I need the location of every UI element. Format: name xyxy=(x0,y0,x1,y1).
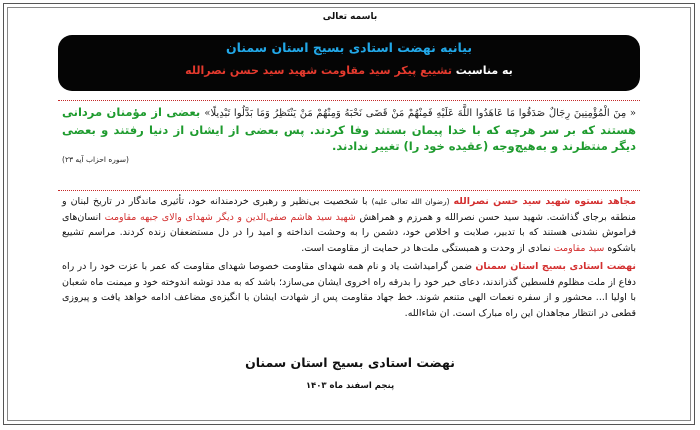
signature: نهضت استادی بسیج استان سمنان xyxy=(245,355,455,370)
title-banner xyxy=(58,35,640,91)
paragraph1-text-a: با شخصیت بی‌نظیر و رهبری خردمندانه خود، تأثیری ماندگار در تاریخ لبنان و منطقه برجای گذاشت. شهید سید حسن نصرالله و همرزم و همراهش xyxy=(62,196,636,223)
statement-title: بیانیه نهضت استادی بسیج استان سمنان xyxy=(225,40,473,55)
paragraph1-text-d: نمادی از وحدت و همبستگی ملت‌ها در حمایت از مقاومت است. xyxy=(301,242,551,254)
paragraph1-lead: مجاهد نستوه شهید سید حسن نصرالله xyxy=(453,196,636,207)
dotted-divider-middle xyxy=(58,190,640,191)
subtitle-occasion: به مناسبت xyxy=(455,64,513,77)
paragraph1-highlight-resistance: سید مقاومت xyxy=(553,242,605,254)
quran-verse-reference: (سوره احزاب آیه ۲۳) xyxy=(62,155,129,164)
paragraph2-lead: نهضت استادی بسیج استان سمنان xyxy=(475,261,636,272)
statement-date: پنجم اسفند ماه ۱۴۰۳ xyxy=(305,381,395,391)
paragraph1-honorific: (رضوان الله تعالی علیه) xyxy=(371,197,450,206)
quran-verse-arabic: « مِنَ الْمُؤْمِنِينَ رِجَالٌ صَدَقُوا مَا عَاهَدُوا اللَّهَ عَلَيْهِ فَمِنْهُمْ مَنْ قَضَى نَحْبَهُ وَمِنْهُمْ مَنْ يَنْتَظِرُ وَمَا بَدَّلُوا تَبْدِيلًا» xyxy=(204,108,637,119)
quran-verse-block xyxy=(62,104,636,168)
paragraph-martyr xyxy=(62,194,636,256)
paragraph-condolence xyxy=(62,259,636,321)
bismillah-heading: باسمه تعالی xyxy=(322,12,378,22)
statement-subtitle xyxy=(58,64,640,77)
statement-body xyxy=(62,194,636,324)
quran-verse-translation: بعضی از مؤمنان مردانی هستند که بر سر هرچه که با خدا پیمان بستند وفا کردند. پس بعضی از ایشان از دنیا رفتند و بعضی دیگر منتظرند و به‌هیچ‌وجه (عقیده خود را) تغییر ندادند. xyxy=(62,105,636,153)
paragraph1-highlight-safieddine: شهید سید هاشم صفی‌الدین xyxy=(245,211,356,223)
subtitle-funeral: تشییع پیکر سید مقاومت شهید سید حسن نصرالله xyxy=(185,64,452,77)
paragraph2-text: ضمن گرامیداشت یاد و نام همه شهدای مقاومت خصوصا شهدای مقاومت که عمر با عزت خود را در راه دفاع از ملت مظلوم فلسطین گذراندند، دعای خیر خود را بدرقه راه اخروی ایشان می‌سازد؛ باشد که به مدد توشه اندوخته خود و میمنت ماه شعبان با اولیا ا... محشور و از سفره نعمات الهی متنعم شوند. خط جهاد مقاومت پس از شهادت ایشان با انگیزه‌ی مضاعف ادامه خواهد یافت و پیروزی قطعی در انتظار مجاهدان این راه مبارک است. ان شاءالله. xyxy=(62,261,636,319)
paragraph1-text-c: انسان‌های فراموش نشدنی هستند که با تدبیر، صلابت و اخلاص خود، دشمن را به وحشت انداخته و امید را در دل مستضعفان زنده کردند. مراسم تشییع باشکوه xyxy=(62,211,636,254)
dotted-divider-top xyxy=(58,100,640,101)
paragraph1-text-b: و دیگر شهدای والای جبهه مقاومت xyxy=(104,211,243,223)
